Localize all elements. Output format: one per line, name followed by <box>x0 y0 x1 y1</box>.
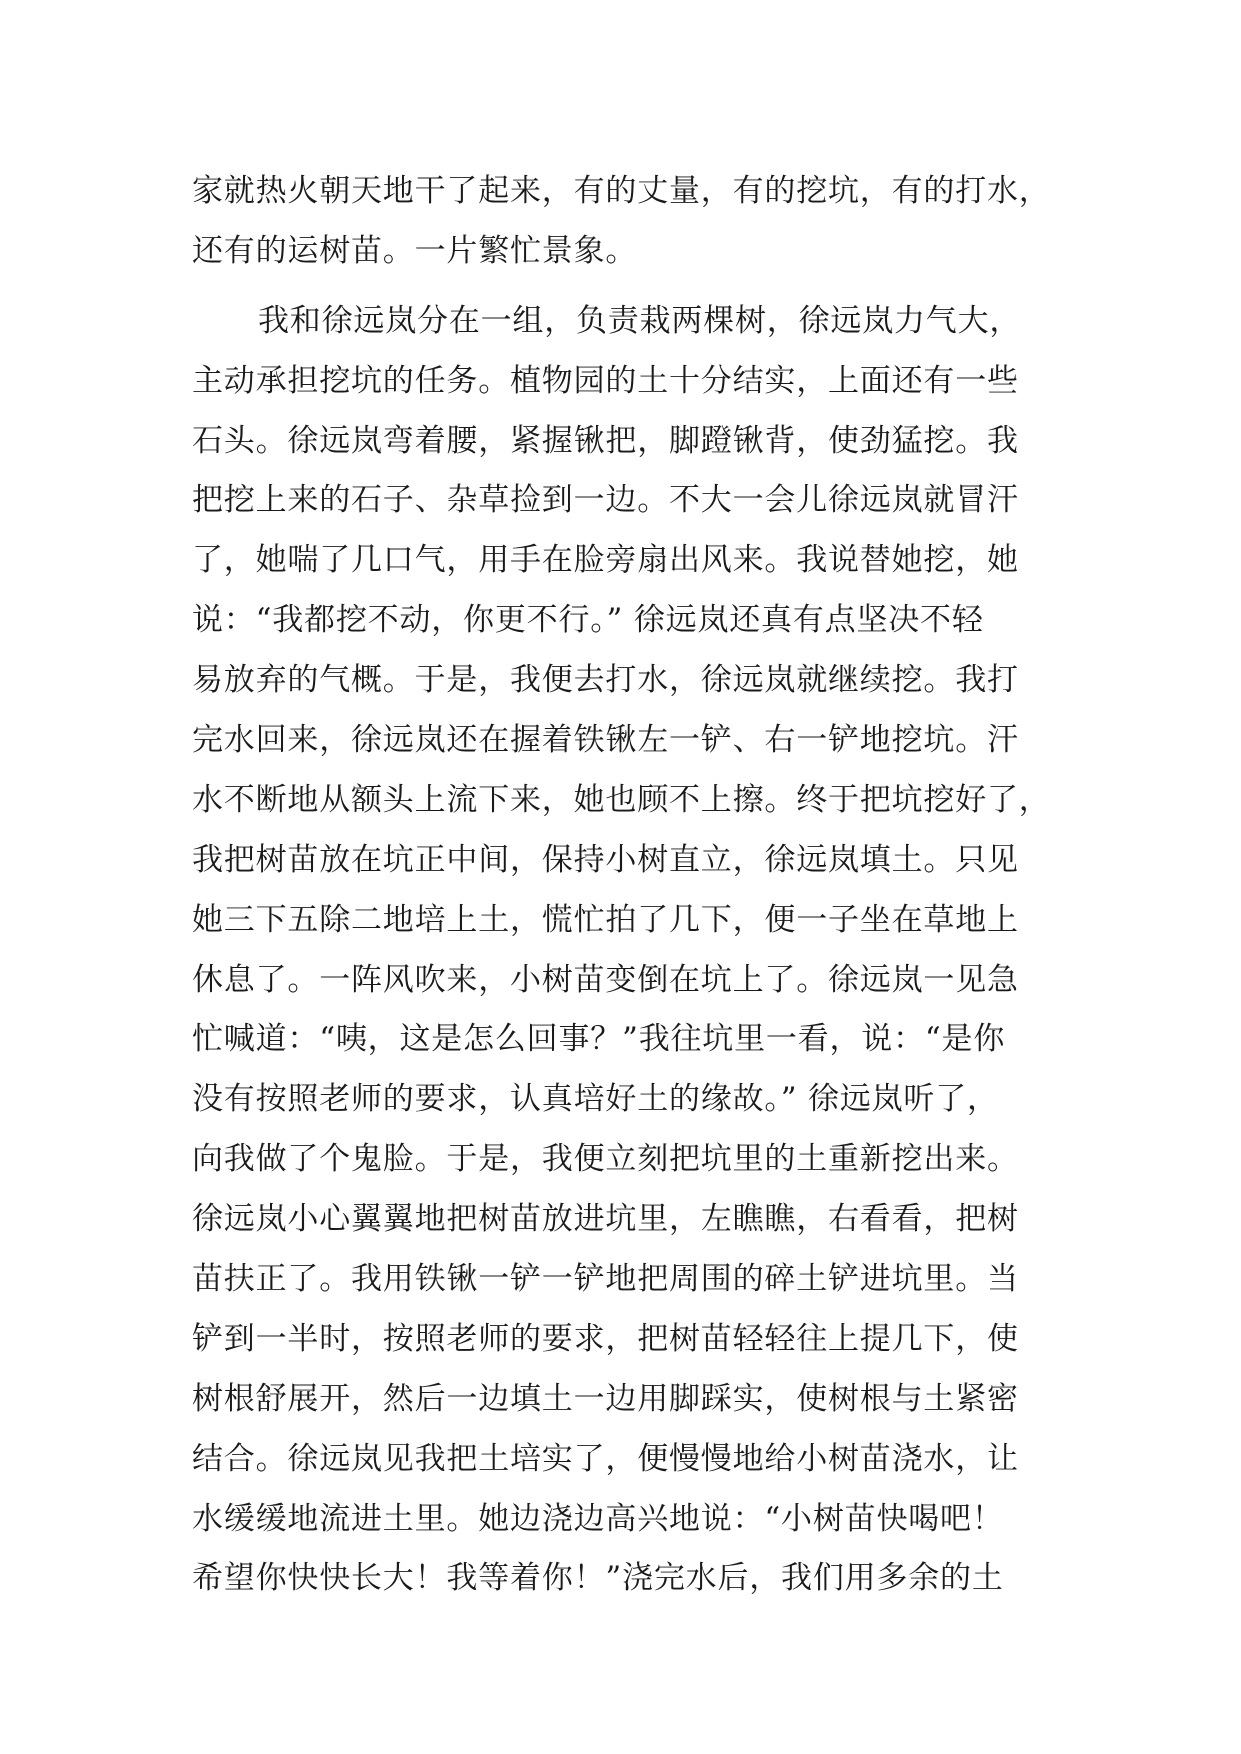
text-line: 希望你快快长大！我等着你！”浇完水后，我们用多余的土 <box>192 1560 1004 1597</box>
paragraph-gap <box>192 282 1072 292</box>
text-line: 树根舒展开，然后一边填土一边用脚踩实，使树根与土紧密 <box>192 1380 1019 1417</box>
text-line: 没有按照老师的要求，认真培好土的缘故。” 徐远岚听了， <box>192 1081 999 1118</box>
body-text <box>192 162 1072 1609</box>
text-line: 水不断地从额头上流下来，她也顾不上擦。终于把坑挖好了， <box>192 781 1051 818</box>
text-line: 休息了。一阵风吹来，小树苗变倒在坑上了。徐远岚一见急 <box>192 961 1019 998</box>
text-line: 说：“我都挖不动，你更不行。” 徐远岚还真有点坚决不轻 <box>192 602 984 639</box>
text-line: 向我做了个鬼脸。于是，我便立刻把坑里的土重新挖出来。 <box>192 1141 1019 1178</box>
text-line: 石头。徐远岚弯着腰，紧握锹把，脚蹬锹背，使劲猛挖。我 <box>192 422 1019 459</box>
text-line: 完水回来，徐远岚还在握着铁锹左一铲、右一铲地挖坑。汗 <box>192 722 1019 759</box>
text-line: 徐远岚小心翼翼地把树苗放进坑里，左瞧瞧，右看看，把树 <box>192 1201 1019 1238</box>
text-line: 铲到一半时，按照老师的要求，把树苗轻轻往上提几下，使 <box>192 1320 1019 1357</box>
text-line: 还有的运树苗。一片繁忙景象。 <box>192 232 638 269</box>
text-line: 主动承担挖坑的任务。植物园的土十分结实，上面还有一些 <box>192 362 1019 399</box>
text-line: 苗扶正了。我用铁锹一铲一铲地把周围的碎土铲进坑里。当 <box>192 1261 1019 1298</box>
text-line: 家就热火朝天地干了起来，有的丈量，有的挖坑，有的打水， <box>192 173 1051 209</box>
paragraph-1 <box>192 162 1072 282</box>
paragraph-2 <box>192 292 1072 1610</box>
text-line: 把挖上来的石子、杂草捡到一边。不大一会儿徐远岚就冒汗 <box>192 482 1019 519</box>
text-line: 了，她喘了几口气，用手在脸旁扇出风来。我说替她挖，她 <box>192 542 1019 579</box>
text-line: 她三下五除二地培上土，慌忙拍了几下，便一子坐在草地上 <box>192 901 1019 938</box>
text-line: 易放弃的气概。于是，我便去打水，徐远岚就继续挖。我打 <box>192 662 1019 699</box>
text-line: 我把树苗放在坑正中间，保持小树直立，徐远岚填土。只见 <box>192 841 1019 878</box>
text-line: 结合。徐远岚见我把土培实了，便慢慢地给小树苗浇水，让 <box>192 1440 1019 1477</box>
text-line: 忙喊道：“咦，这是怎么回事？”我往坑里一看，说：“是你 <box>192 1021 1006 1058</box>
text-line: 水缓缓地流进土里。她边浇边高兴地说：“小树苗快喝吧！ <box>192 1500 1004 1537</box>
text-line: 我和徐远岚分在一组，负责栽两棵树，徐远岚力气大， <box>258 302 1022 339</box>
